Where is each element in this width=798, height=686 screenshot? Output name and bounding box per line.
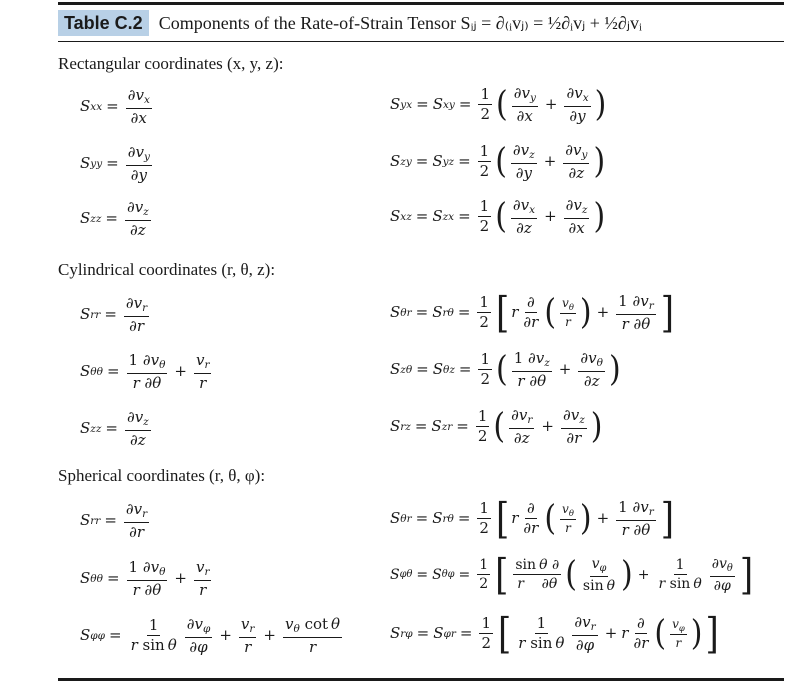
- eq-sthetar-cyl: S θr = S rθ = $\frac{1}{2}$ [ r $\frac{\partial}{\partial r}$ ( $\frac{v_\theta}{r}$ ) + $\frac{1 \partial v_r}{r \partial\theta}$ ]: [390, 287, 675, 338]
- eq-srz-cyl: S rz = S zr = $\frac{1}{2}$ ( $\frac{\partial v_r}{\partial z}$ + $\frac{\partial v_z}{\partial r}$ ): [390, 406, 603, 447]
- eq-srphi-sph: S rφ = S φr = $\frac{1}{2}$ [ $\frac{1}{\text{r sin θ}}$ $\frac{\partial v_r}{\partial\varphi}$ + r $\frac{\partial}{\partial r}$ ( $\frac{v_\varphi}{r}$ ) ]: [390, 608, 719, 659]
- section-rectangular: Rectangular coordinates (x, y, z):: [58, 54, 284, 73]
- eq-sthetar-sph: S θr = S rθ = $\frac{1}{2}$ [ r $\frac{\partial}{\partial r}$ ( $\frac{v_\theta}{r}$ ) + $\frac{1 \partial v_r}{r \partial\theta}$ ]: [390, 493, 675, 544]
- top-rule: [58, 2, 784, 5]
- table-label: Table C.2: [58, 10, 149, 36]
- eq-sthetatheta-cyl: S θθ = $\frac{1 \partial v_\theta}{r \partial\theta}$ + $\frac{v_r}{r}$: [80, 351, 210, 392]
- eq-syy: S yy = $\frac{\partial v_y}{\partial y}$: [80, 143, 150, 184]
- bottom-rule: [58, 678, 784, 681]
- section-spherical: Spherical coordinates (r, θ, φ):: [58, 466, 266, 485]
- section-cylindrical: Cylindrical coordinates (r, θ, z):: [58, 260, 276, 279]
- eq-srr-sph: S rr = $\frac{\partial v_r}{\partial r}$: [80, 500, 148, 541]
- eq-sxx: S xx = $\frac{\partial v_x}{\partial x}$: [80, 86, 150, 127]
- title-rule: [58, 41, 784, 42]
- eq-szy: S zy = S yz = $\frac{1}{2}$ ( $\frac{\partial v_z}{\partial y}$ + $\frac{\partial v_y}{\partial z}$ ): [390, 141, 606, 182]
- eq-sthetatheta-sph: S θθ = $\frac{1 \partial v_\theta}{r \partial\theta}$ + $\frac{v_r}{r}$: [80, 558, 210, 599]
- eq-sxz: S xz = S zx = $\frac{1}{2}$ ( $\frac{\partial v_x}{\partial z}$ + $\frac{\partial v_z}{\partial x}$ ): [390, 196, 606, 237]
- eq-srr-cyl: S rr = $\frac{\partial v_r}{\partial r}$: [80, 294, 148, 335]
- table-title: [58, 9, 642, 37]
- eq-sztheta-cyl: S zθ = S θz = $\frac{1}{2}$ ( $\frac{1 \partial v_z}{r \partial\theta}$ + $\frac{\partial v_\theta}{\partial z}$ ): [390, 349, 621, 390]
- eq-szz-cyl: S zz = $\frac{\partial v_z}{\partial z}$: [80, 408, 149, 449]
- table-caption: Components of the Rate-of-Strain Tensor Sᵢⱼ = ∂₍ᵢvⱼ₎ = ½∂ᵢvⱼ + ½∂ⱼvᵢ: [158, 12, 642, 33]
- eq-sphiphi-sph: S φφ = $\frac{1}{\text{r sin θ}}$ $\frac{\partial v_\varphi}{\partial\varphi}$ + $\frac{v_r}{r}$ + $\frac{v_\theta \cot \theta}{r}$: [80, 615, 341, 656]
- eq-syx: S yx = S xy = $\frac{1}{2}$ ( $\frac{\partial v_y}{\partial x}$ + $\frac{\partial v_x}{\partial y}$ ): [390, 84, 607, 125]
- eq-szz-rect: S zz = $\frac{\partial v_z}{\partial z}$: [80, 198, 149, 239]
- eq-sphitheta-sph: S φθ = S θφ = $\frac{1}{2}$ [ $\frac{\text{sin θ ∂}}{r \partial\theta}$ ( $\frac{v_\varphi}{\text{sin θ}}$ ) + $\frac{1}{\text{r sin θ}}$ $\frac{\partial v_\theta}{\partial\varphi}$ ]: [390, 549, 754, 600]
